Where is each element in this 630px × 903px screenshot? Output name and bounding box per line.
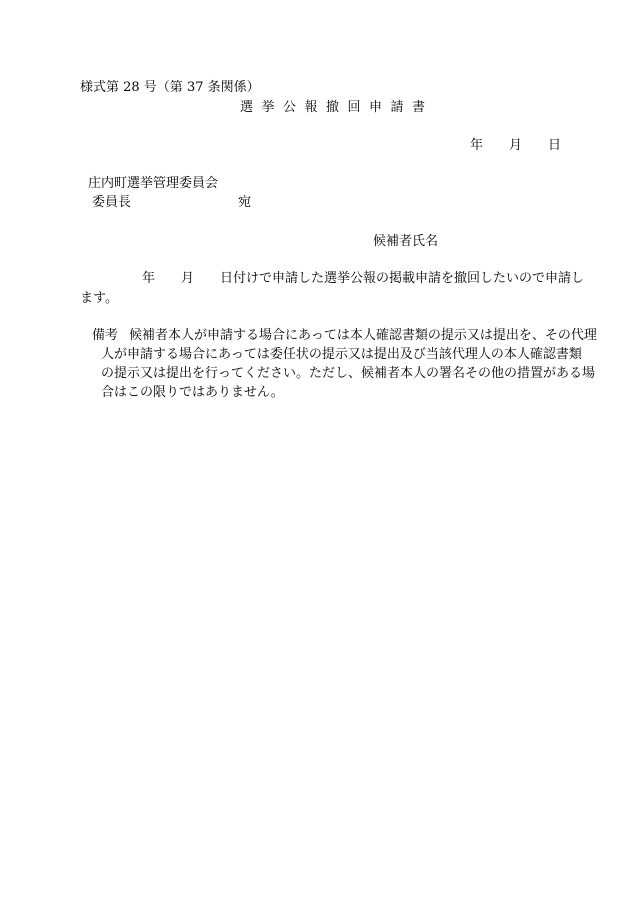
remarks-line-1: 候補者本人が申請する場合にあっては本人確認書類の提示又は提出を、その代理 xyxy=(129,328,597,343)
addressee-committee: 庄内町選挙管理委員会 xyxy=(88,176,219,191)
remarks-line-4: 合はこの限りではありません。 xyxy=(101,385,284,400)
body-text-line-2: ます。 xyxy=(80,291,118,306)
remarks-label: 備考 xyxy=(92,328,119,343)
date-line: 年 月 日 xyxy=(470,138,562,153)
document-title: 選挙公報撤回申請書 xyxy=(240,100,434,115)
form-number: 様式第 28 号（第 37 条関係） xyxy=(80,80,260,95)
addressee-chair: 委員長 xyxy=(92,195,132,210)
remarks-line-2: 人が申請する場合にあっては委任状の提示又は提出及び当該代理人の本人確認書類 xyxy=(101,347,582,362)
body-text-line-1: 年 月 日付けで申請した選挙公報の掲載申請を撤回したいので申請し xyxy=(142,271,585,286)
remarks-line-3: の提示又は提出を行ってください。ただし、候補者本人の署名その他の措置がある場 xyxy=(101,366,596,381)
candidate-name-label: 候補者氏名 xyxy=(373,234,439,249)
addressee-suffix: 宛 xyxy=(238,195,252,210)
